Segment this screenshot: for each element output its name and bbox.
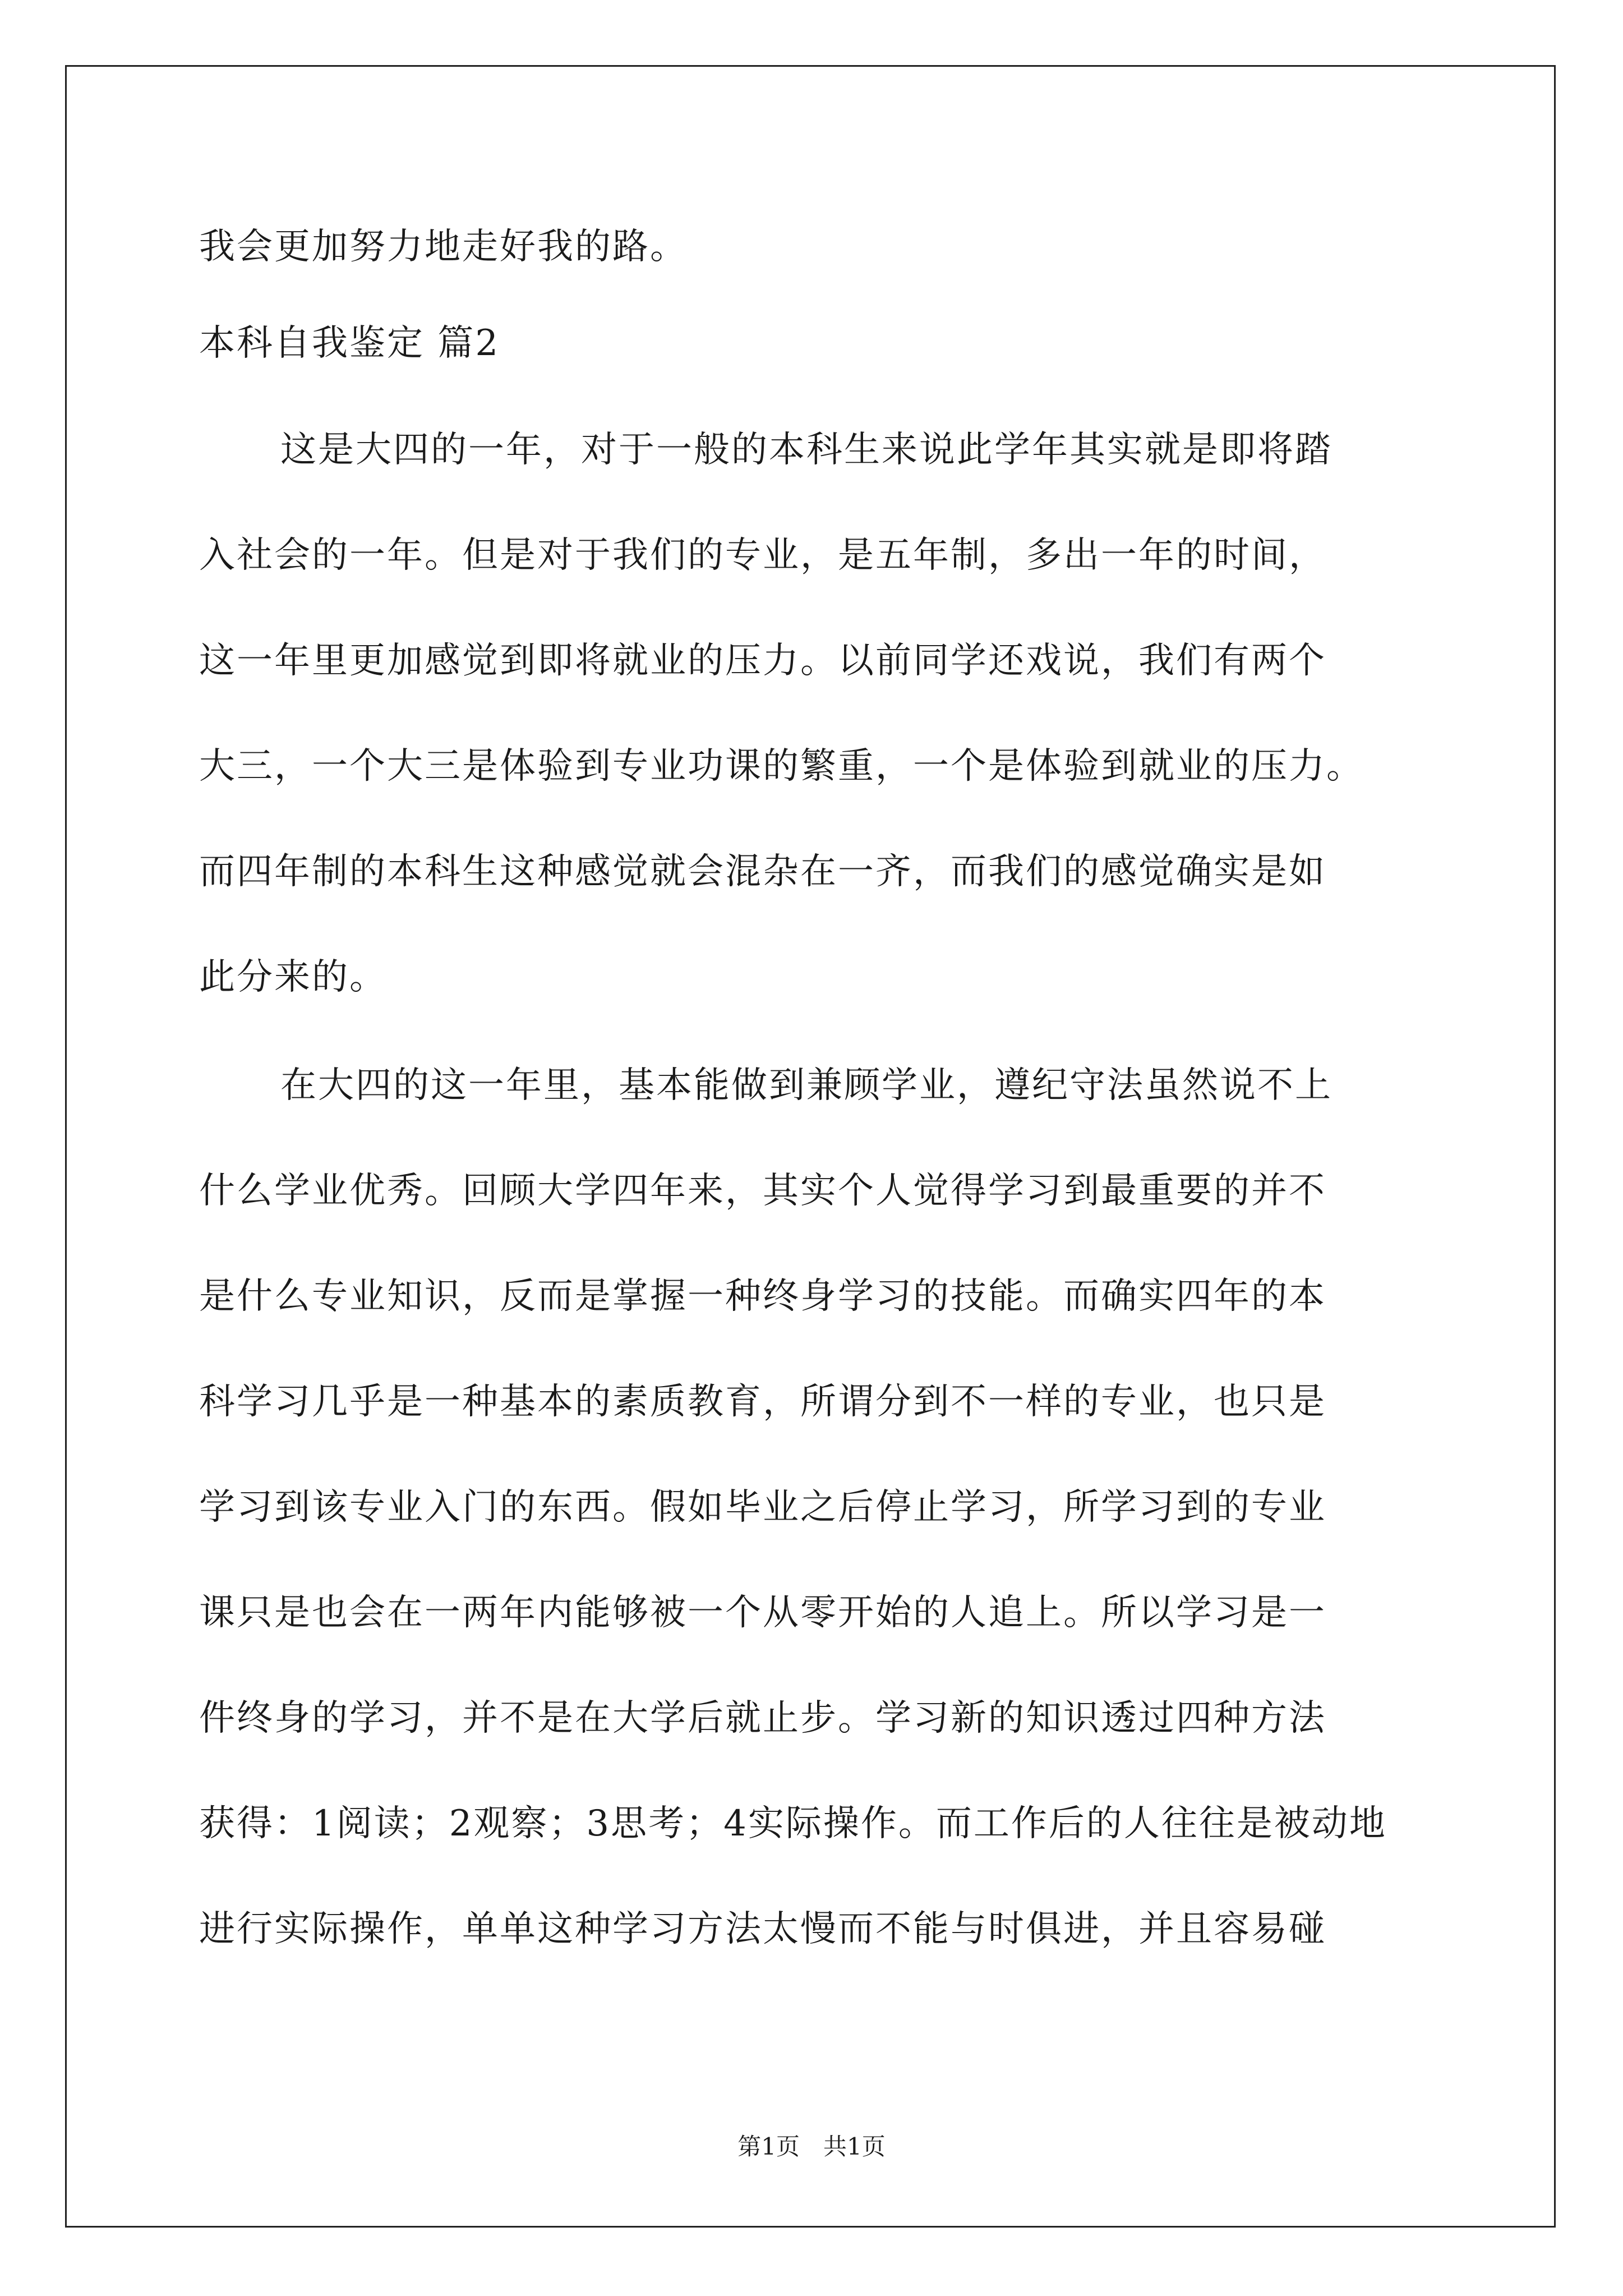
text-line: 入社会的一年。但是对于我们的专业，是五年制，多出一年的时间， <box>199 535 1326 576</box>
text-line: 这一年里更加感觉到即将就业的压力。以前同学还戏说，我们有两个 <box>199 640 1326 682</box>
text-line: 件终身的学习，并不是在大学后就止步。学习新的知识透过四种方法 <box>199 1697 1326 1739</box>
text-line: 在大四的这一年里，基本能做到兼顾学业，遵纪守法虽然说不上 <box>280 1065 1332 1106</box>
text-line: 科学习几乎是一种基本的素质教育，所谓分到不一样的专业，也只是 <box>199 1381 1326 1423</box>
text-line: 进行实际操作，单单这种学习方法太慢而不能与时俱进，并且容易碰 <box>199 1908 1326 1950</box>
text-line: 课只是也会在一两年内能够被一个从零开始的人追上。所以学习是一 <box>199 1592 1326 1634</box>
text-line: 这是大四的一年，对于一般的本科生来说此学年其实就是即将踏 <box>280 429 1332 471</box>
page-border <box>65 65 1556 2228</box>
text-line: 什么学业优秀。回顾大学四年来，其实个人觉得学习到最重要的并不 <box>199 1170 1326 1212</box>
text-line: 大三，一个大三是体验到专业功课的繁重，一个是体验到就业的压力。 <box>199 746 1364 787</box>
text-line: 此分来的。 <box>199 956 387 998</box>
text-line: 是什么专业知识，反而是掌握一种终身学习的技能。而确实四年的本 <box>199 1276 1326 1317</box>
text-line: 获得：1阅读；2观察；3思考；4实际操作。而工作后的人往往是被动地 <box>199 1803 1387 1844</box>
page-number-footer: 第1页 共1页 <box>737 2133 886 2160</box>
text-line: 而四年制的本科生这种感觉就会混杂在一齐，而我们的感觉确实是如 <box>199 851 1326 892</box>
text-line: 我会更加努力地走好我的路。 <box>199 226 688 268</box>
section-heading: 本科自我鉴定 篇2 <box>199 323 500 364</box>
text-line: 学习到该专业入门的东西。假如毕业之后停止学习，所学习到的专业 <box>199 1487 1326 1528</box>
